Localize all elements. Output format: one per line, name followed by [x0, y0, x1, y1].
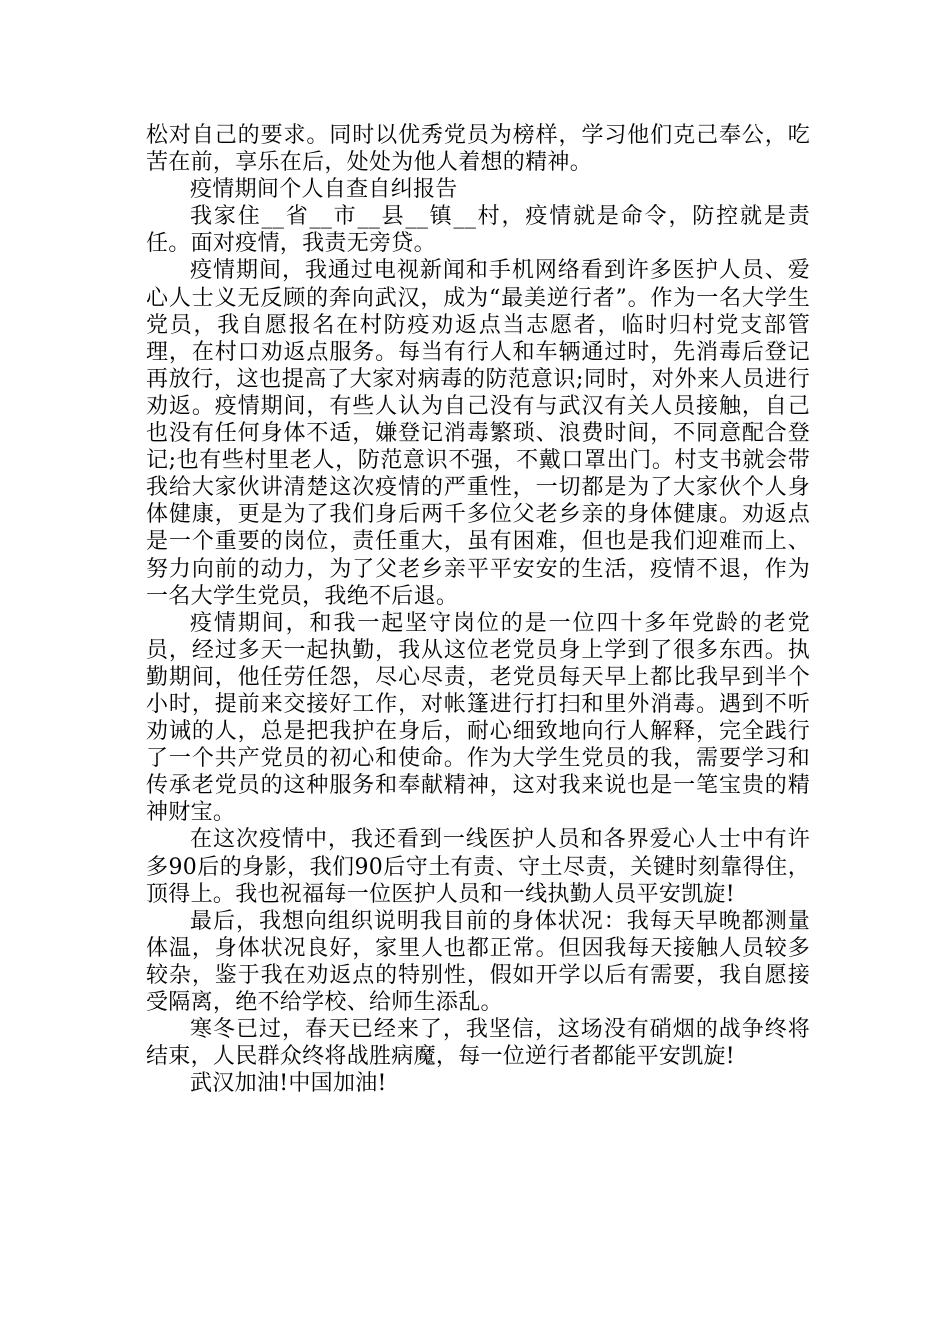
- paragraph-closing-slogan: 武汉加油!中国加油!: [190, 1071, 387, 1097]
- document-body: [146, 122, 810, 1097]
- paragraph-senior-party-member: 疫情期间，和我一起坚守岗位的是一位四十多年党龄的老党员，经过多天一起执勤，我从这位老党员身上学到了很多东西。执勤期间，他任劳任怨，尽心尽责，老党员每天早上都比我早到半个小时，提前来交接好工作，对帐篷进行打扫和里外消毒。遇到不听劝诫的人，总是把我护在身后，耐心细致地向行人解释，完全践行了一个共产党员的初心和使命。作为大学生党员的我，需要学习和传承老党员的这种服务和奉献精神，这对我来说也是一笔宝贵的精神财宝。: [146, 610, 810, 826]
- paragraph-continuation: 松对自己的要求。同时以优秀党员为榜样，学习他们克己奉公，吃苦在前，享乐在后，处处为他人着想的精神。: [146, 123, 810, 176]
- paragraph-post-90s: 在这次疫情中，我还看到一线医护人员和各界爱心人士中有许多90后的身影，我们90后守土有责、守土尽责，关键时刻靠得住，顶得上。我也祝福每一位医护人员和一线执勤人员平安凯旋!: [146, 827, 810, 907]
- report-title: 疫情期间个人自查自纠报告: [190, 177, 458, 203]
- paragraph-health-status: 最后，我想向组织说明我目前的身体状况：我每天早晚都测量体温，身体状况良好，家里人也都正常。但因我每天接触人员较多较杂，鉴于我在劝返点的特别性，假如开学以后有需要，我自愿接受隔离，绝不给学校、给师生添乱。: [146, 908, 810, 1015]
- paragraph-address: 我家住__省__市__县__镇__村，疫情就是命令，防控就是责任。面对疫情，我责无旁贷。: [146, 204, 810, 257]
- paragraph-spring-hope: 寒冬已过，春天已经来了，我坚信，这场没有硝烟的战争终将结束，人民群众终将战胜病魔，每一位逆行者都能平安凯旋!: [146, 1017, 810, 1070]
- paragraph-volunteer-service: 疫情期间，我通过电视新闻和手机网络看到许多医护人员、爱心人士义无反顾的奔向武汉，成为“最美逆行者”。作为一名大学生党员，我自愿报名在村防疫劝返点当志愿者，临时归村党支部管理，在村口劝返点服务。每当有行人和车辆通过时，先消毒后登记再放行，这也提高了大家对病毒的防范意识;同时，对外来人员进行劝返。疫情期间，有些人认为自己没有与武汉有关人员接触，自己也没有任何身体不适，嫌登记消毒繁琐、浪费时间，不同意配合登记;也有些村里老人，防范意识不强，不戴口罩出门。村支书就会带我给大家伙讲清楚这次疫情的严重性，一切都是为了大家伙个人身体健康，更是为了我们身后两千多位父老乡亲的身体健康。劝返点是一个重要的岗位，责任重大，虽有困难，但也是我们迎难而上、努力向前的动力，为了父老乡亲平平安安的生活，疫情不退，作为一名大学生党员，我绝不后退。: [146, 258, 810, 609]
